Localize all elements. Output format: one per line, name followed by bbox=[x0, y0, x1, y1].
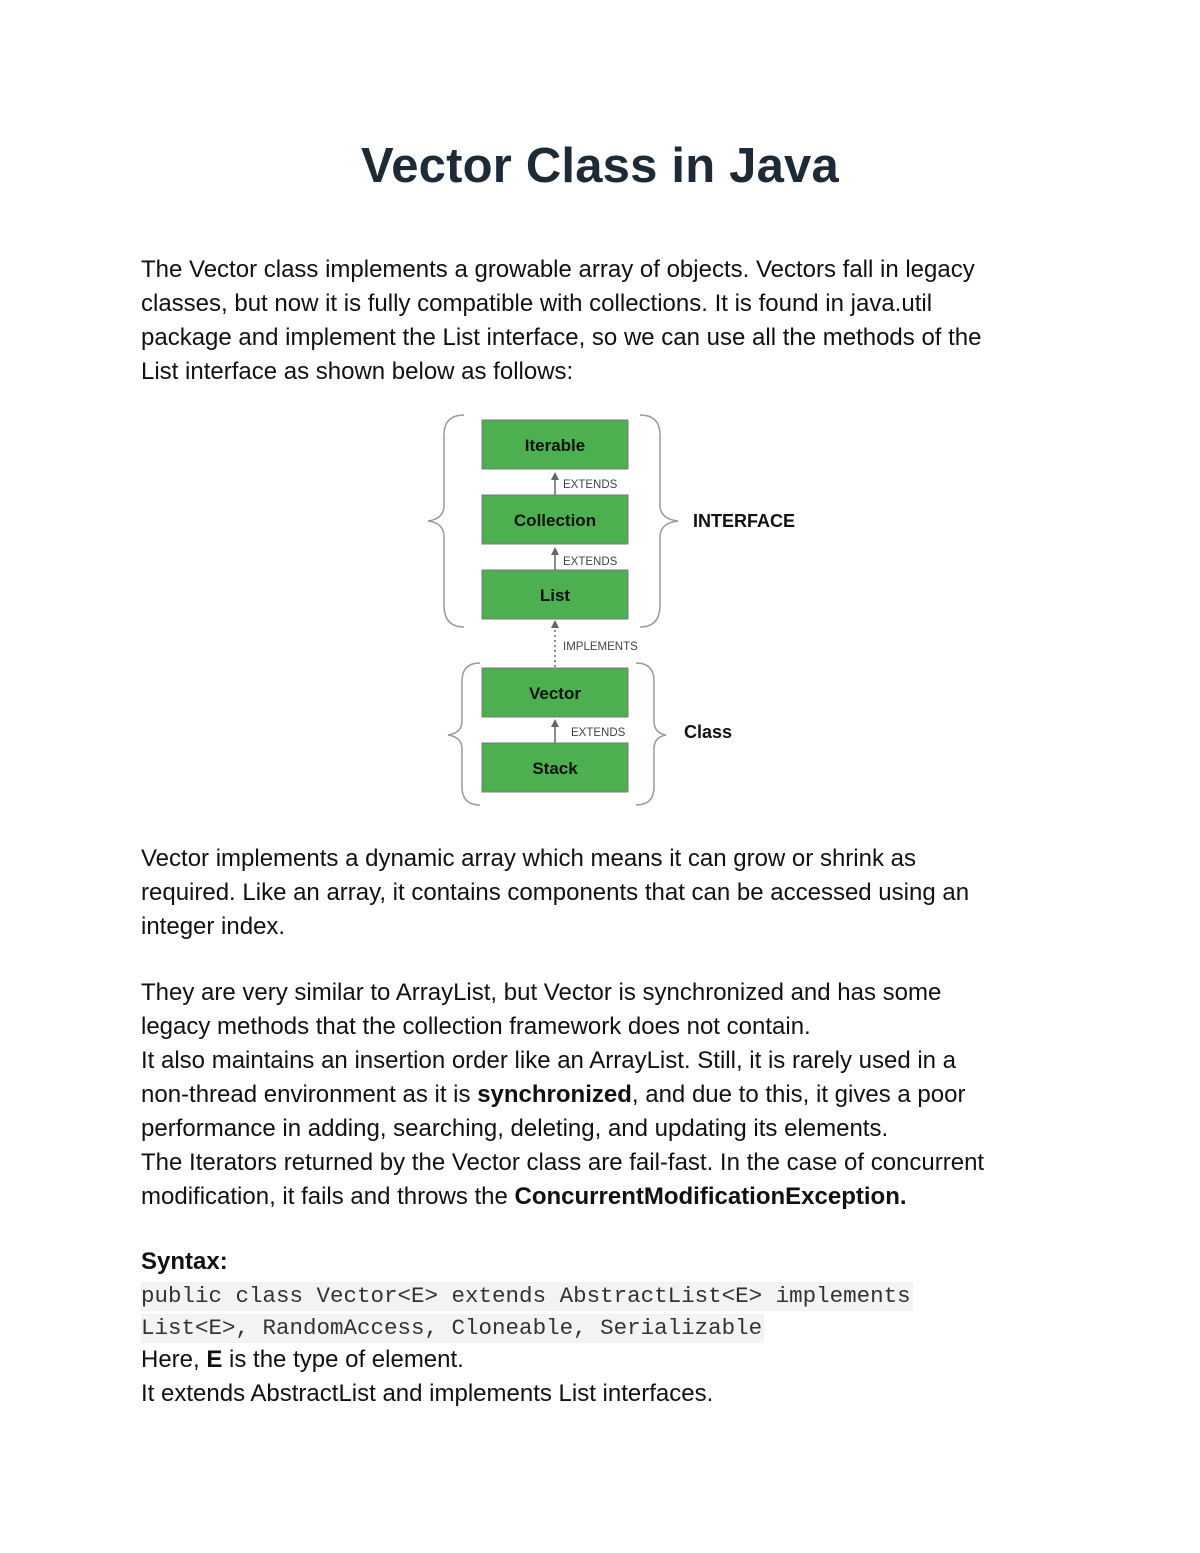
code-block-line bbox=[141, 1279, 1061, 1311]
intro-paragraph bbox=[141, 253, 1061, 389]
text-segment: , and due to this, it gives a poor bbox=[631, 1081, 966, 1108]
collection-label: Collection bbox=[513, 511, 597, 530]
paragraph-line: The Iterators returned by the Vector class are fail-fast. In the case of concurrent bbox=[141, 1149, 985, 1176]
paragraph-line bbox=[141, 1180, 1061, 1214]
paragraph-line: integer index. bbox=[141, 913, 286, 940]
interface-left-brace bbox=[428, 415, 464, 627]
class-right-brace bbox=[636, 663, 666, 805]
paragraph-line: legacy methods that the collection framework does not contain. bbox=[141, 1013, 811, 1040]
class-left-brace bbox=[448, 663, 480, 805]
extends-label: EXTENDS bbox=[563, 479, 618, 491]
text-segment: is the type of element. bbox=[222, 1346, 464, 1373]
type-param-emphasis: E bbox=[206, 1346, 223, 1373]
paragraph-line: They are very similar to ArrayList, but Vector is synchronized and has some bbox=[141, 979, 942, 1006]
paragraph-line bbox=[141, 1343, 1061, 1377]
syntax-heading bbox=[141, 1245, 1061, 1279]
page-title: Vector Class in Java bbox=[361, 139, 839, 193]
intro-line: package and implement the List interface, so we can use all the methods of the bbox=[141, 324, 982, 351]
intro-line: The Vector class implements a growable array of objects. Vectors fall in legacy bbox=[141, 256, 975, 283]
paragraph-line: required. Like an array, it contains components that can be accessed using an bbox=[141, 879, 970, 906]
text-segment: non-thread environment as it is bbox=[141, 1081, 478, 1108]
syntax-heading-text: Syntax: bbox=[141, 1248, 228, 1275]
implements-label: IMPLEMENTS bbox=[563, 641, 638, 653]
code-block-line bbox=[141, 1311, 1061, 1343]
paragraph-line: Vector implements a dynamic array which means it can grow or shrink as bbox=[141, 845, 916, 872]
paragraph-line: It also maintains an insertion order like an ArrayList. Still, it is rarely used in a bbox=[141, 1047, 957, 1074]
intro-line: List interface as shown below as follows: bbox=[141, 358, 574, 385]
interface-group-label: INTERFACE bbox=[693, 511, 796, 531]
vector-label: Vector bbox=[529, 684, 581, 703]
text-segment: modification, it fails and throws the bbox=[141, 1183, 515, 1210]
paragraph-line: performance in adding, searching, deleting, and updating its elements. bbox=[141, 1115, 889, 1142]
list-label: List bbox=[539, 586, 571, 605]
code-line: List<E>, RandomAccess, Cloneable, Serializable bbox=[141, 1315, 763, 1341]
extends-label: EXTENDS bbox=[571, 727, 626, 739]
exception-emphasis: ConcurrentModificationException. bbox=[514, 1183, 907, 1210]
iterable-label: Iterable bbox=[524, 436, 586, 455]
class-group-label: Class bbox=[684, 722, 733, 742]
dynamic-array-paragraph bbox=[141, 842, 1061, 944]
synchronized-emphasis: synchronized bbox=[477, 1081, 632, 1108]
paragraph-line bbox=[141, 1078, 1061, 1112]
code-line: public class Vector<E> extends AbstractList<E> implements bbox=[141, 1283, 911, 1309]
synchronization-paragraph bbox=[141, 976, 1061, 1214]
interface-right-brace bbox=[640, 415, 678, 627]
stack-label: Stack bbox=[532, 759, 578, 778]
text-segment: Here, bbox=[141, 1346, 207, 1373]
syntax-section bbox=[141, 1245, 1061, 1411]
intro-line: classes, but now it is fully compatible with collections. It is found in java.util bbox=[141, 290, 933, 317]
extends-label: EXTENDS bbox=[563, 556, 618, 568]
hierarchy-diagram bbox=[420, 405, 820, 815]
paragraph-line: It extends AbstractList and implements List interfaces. bbox=[141, 1380, 714, 1407]
